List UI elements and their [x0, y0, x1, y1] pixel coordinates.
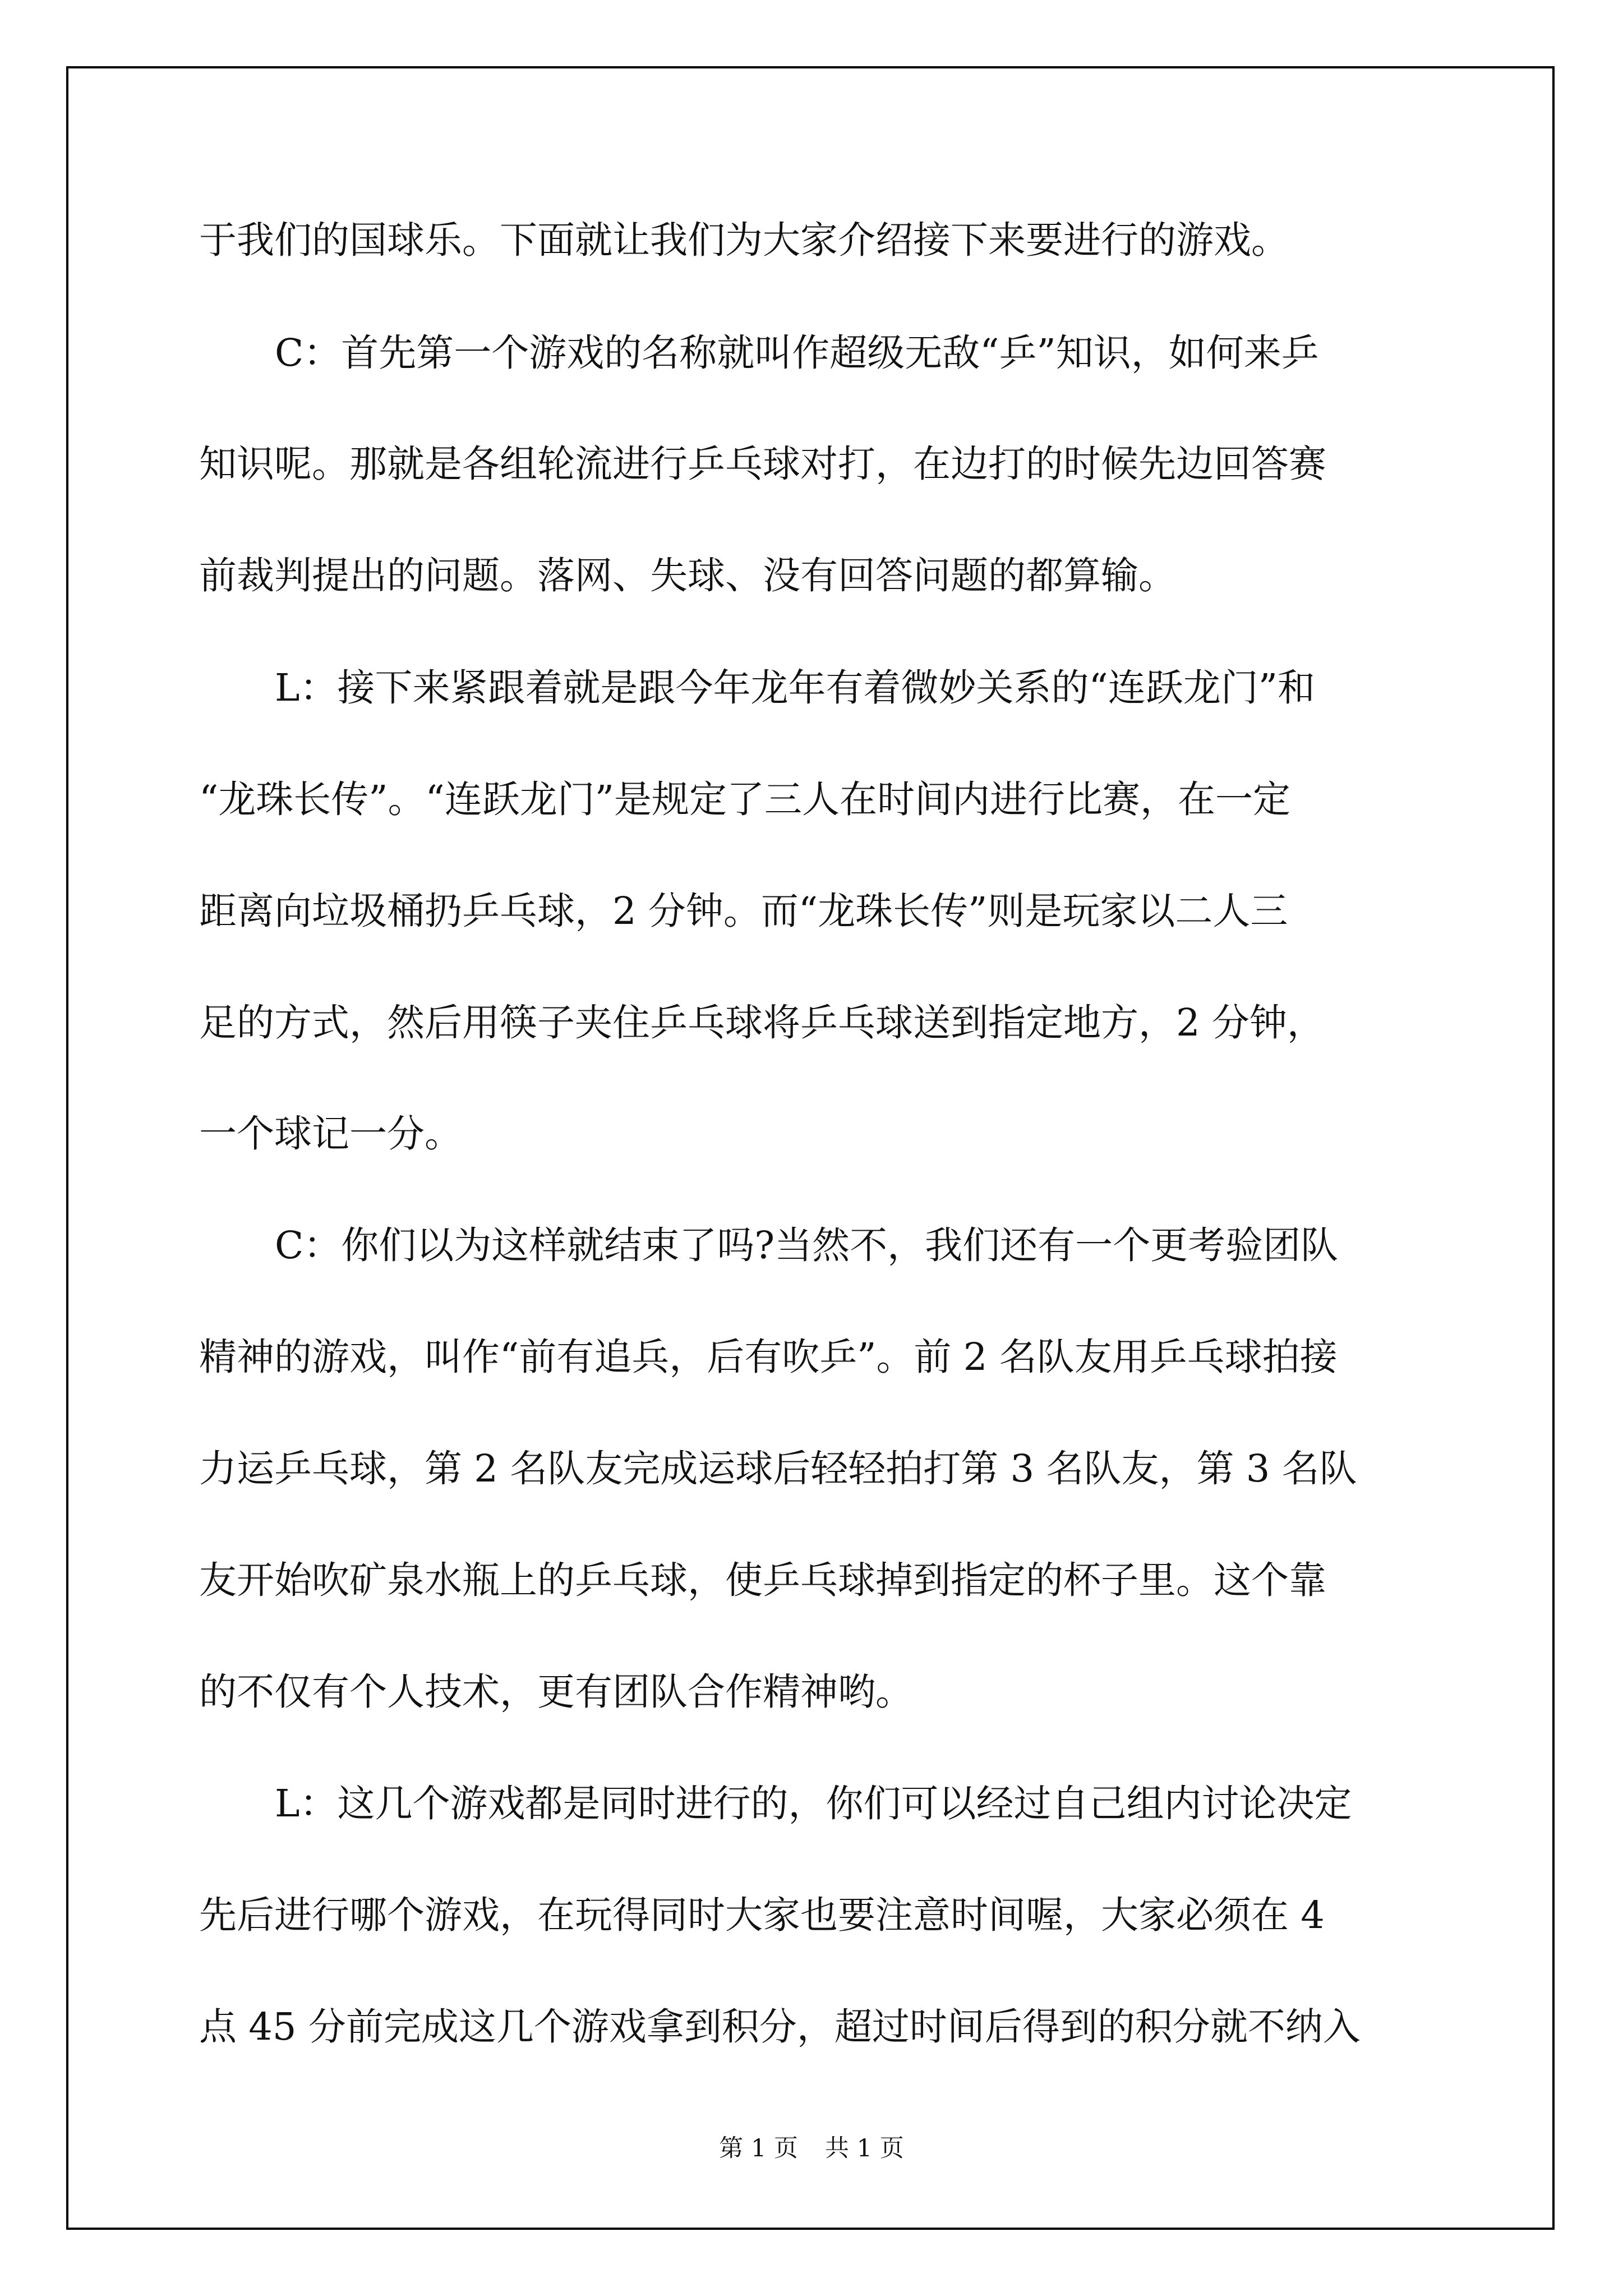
text-line-11: 精神的游戏，叫作“前有追兵，后有吹乒”。前 2 名队友用乒乓球拍接 [199, 1335, 1338, 1379]
text-line-13: 友开始吹矿泉水瓶上的乒乓球，使乒乓球掉到指定的杯子里。这个靠 [199, 1558, 1326, 1602]
text-line-17: 点 45 分前完成这几个游戏拿到积分，超过时间后得到的积分就不纳入 [199, 2005, 1361, 2049]
text-line-2: C：首先第一个游戏的名称就叫作超级无敌“乒”知识，如何来乒 [275, 331, 1319, 375]
text-line-16: 先后进行哪个游戏，在玩得同时大家也要注意时间喔，大家必须在 4 [199, 1893, 1325, 1937]
text-line-9: 一个球记一分。 [199, 1112, 462, 1156]
page-footer [0, 2132, 1623, 2165]
text-line-5: L：接下来紧跟着就是跟今年龙年有着微妙关系的“连跃龙门”和 [275, 666, 1315, 710]
text-line-12: 力运乒乓球，第 2 名队友完成运球后轻轻拍打第 3 名队友，第 3 名队 [199, 1447, 1357, 1490]
text-line-8: 足的方式，然后用筷子夹住乒乓球将乒乓球送到指定地方，2 分钟， [199, 1001, 1325, 1045]
text-line-7: 距离向垃圾桶扔乒乓球，2 分钟。而“龙珠长传”则是玩家以二人三 [199, 889, 1288, 933]
text-line-3: 知识呢。那就是各组轮流进行乒乓球对打，在边打的时候先边回答赛 [199, 442, 1326, 486]
text-line-10: C：你们以为这样就结束了吗?当然不，我们还有一个更考验团队 [275, 1223, 1339, 1267]
text-line-15: L：这几个游戏都是同时进行的，你们可以经过自己组内讨论决定 [275, 1782, 1352, 1825]
total-pages: 共 1 页 [825, 2134, 904, 2162]
text-line-14: 的不仅有个人技术，更有团队合作精神哟。 [199, 1670, 913, 1714]
text-line-6: “龙珠长传”。“连跃龙门”是规定了三人在时间内进行比赛，在一定 [199, 777, 1291, 821]
page-number: 第 1 页 [719, 2134, 798, 2162]
text-line-4: 前裁判提出的问题。落网、失球、没有回答问题的都算输。 [199, 554, 1176, 597]
text-line-1: 于我们的国球乐。下面就让我们为大家介绍接下来要进行的游戏。 [199, 218, 1289, 262]
